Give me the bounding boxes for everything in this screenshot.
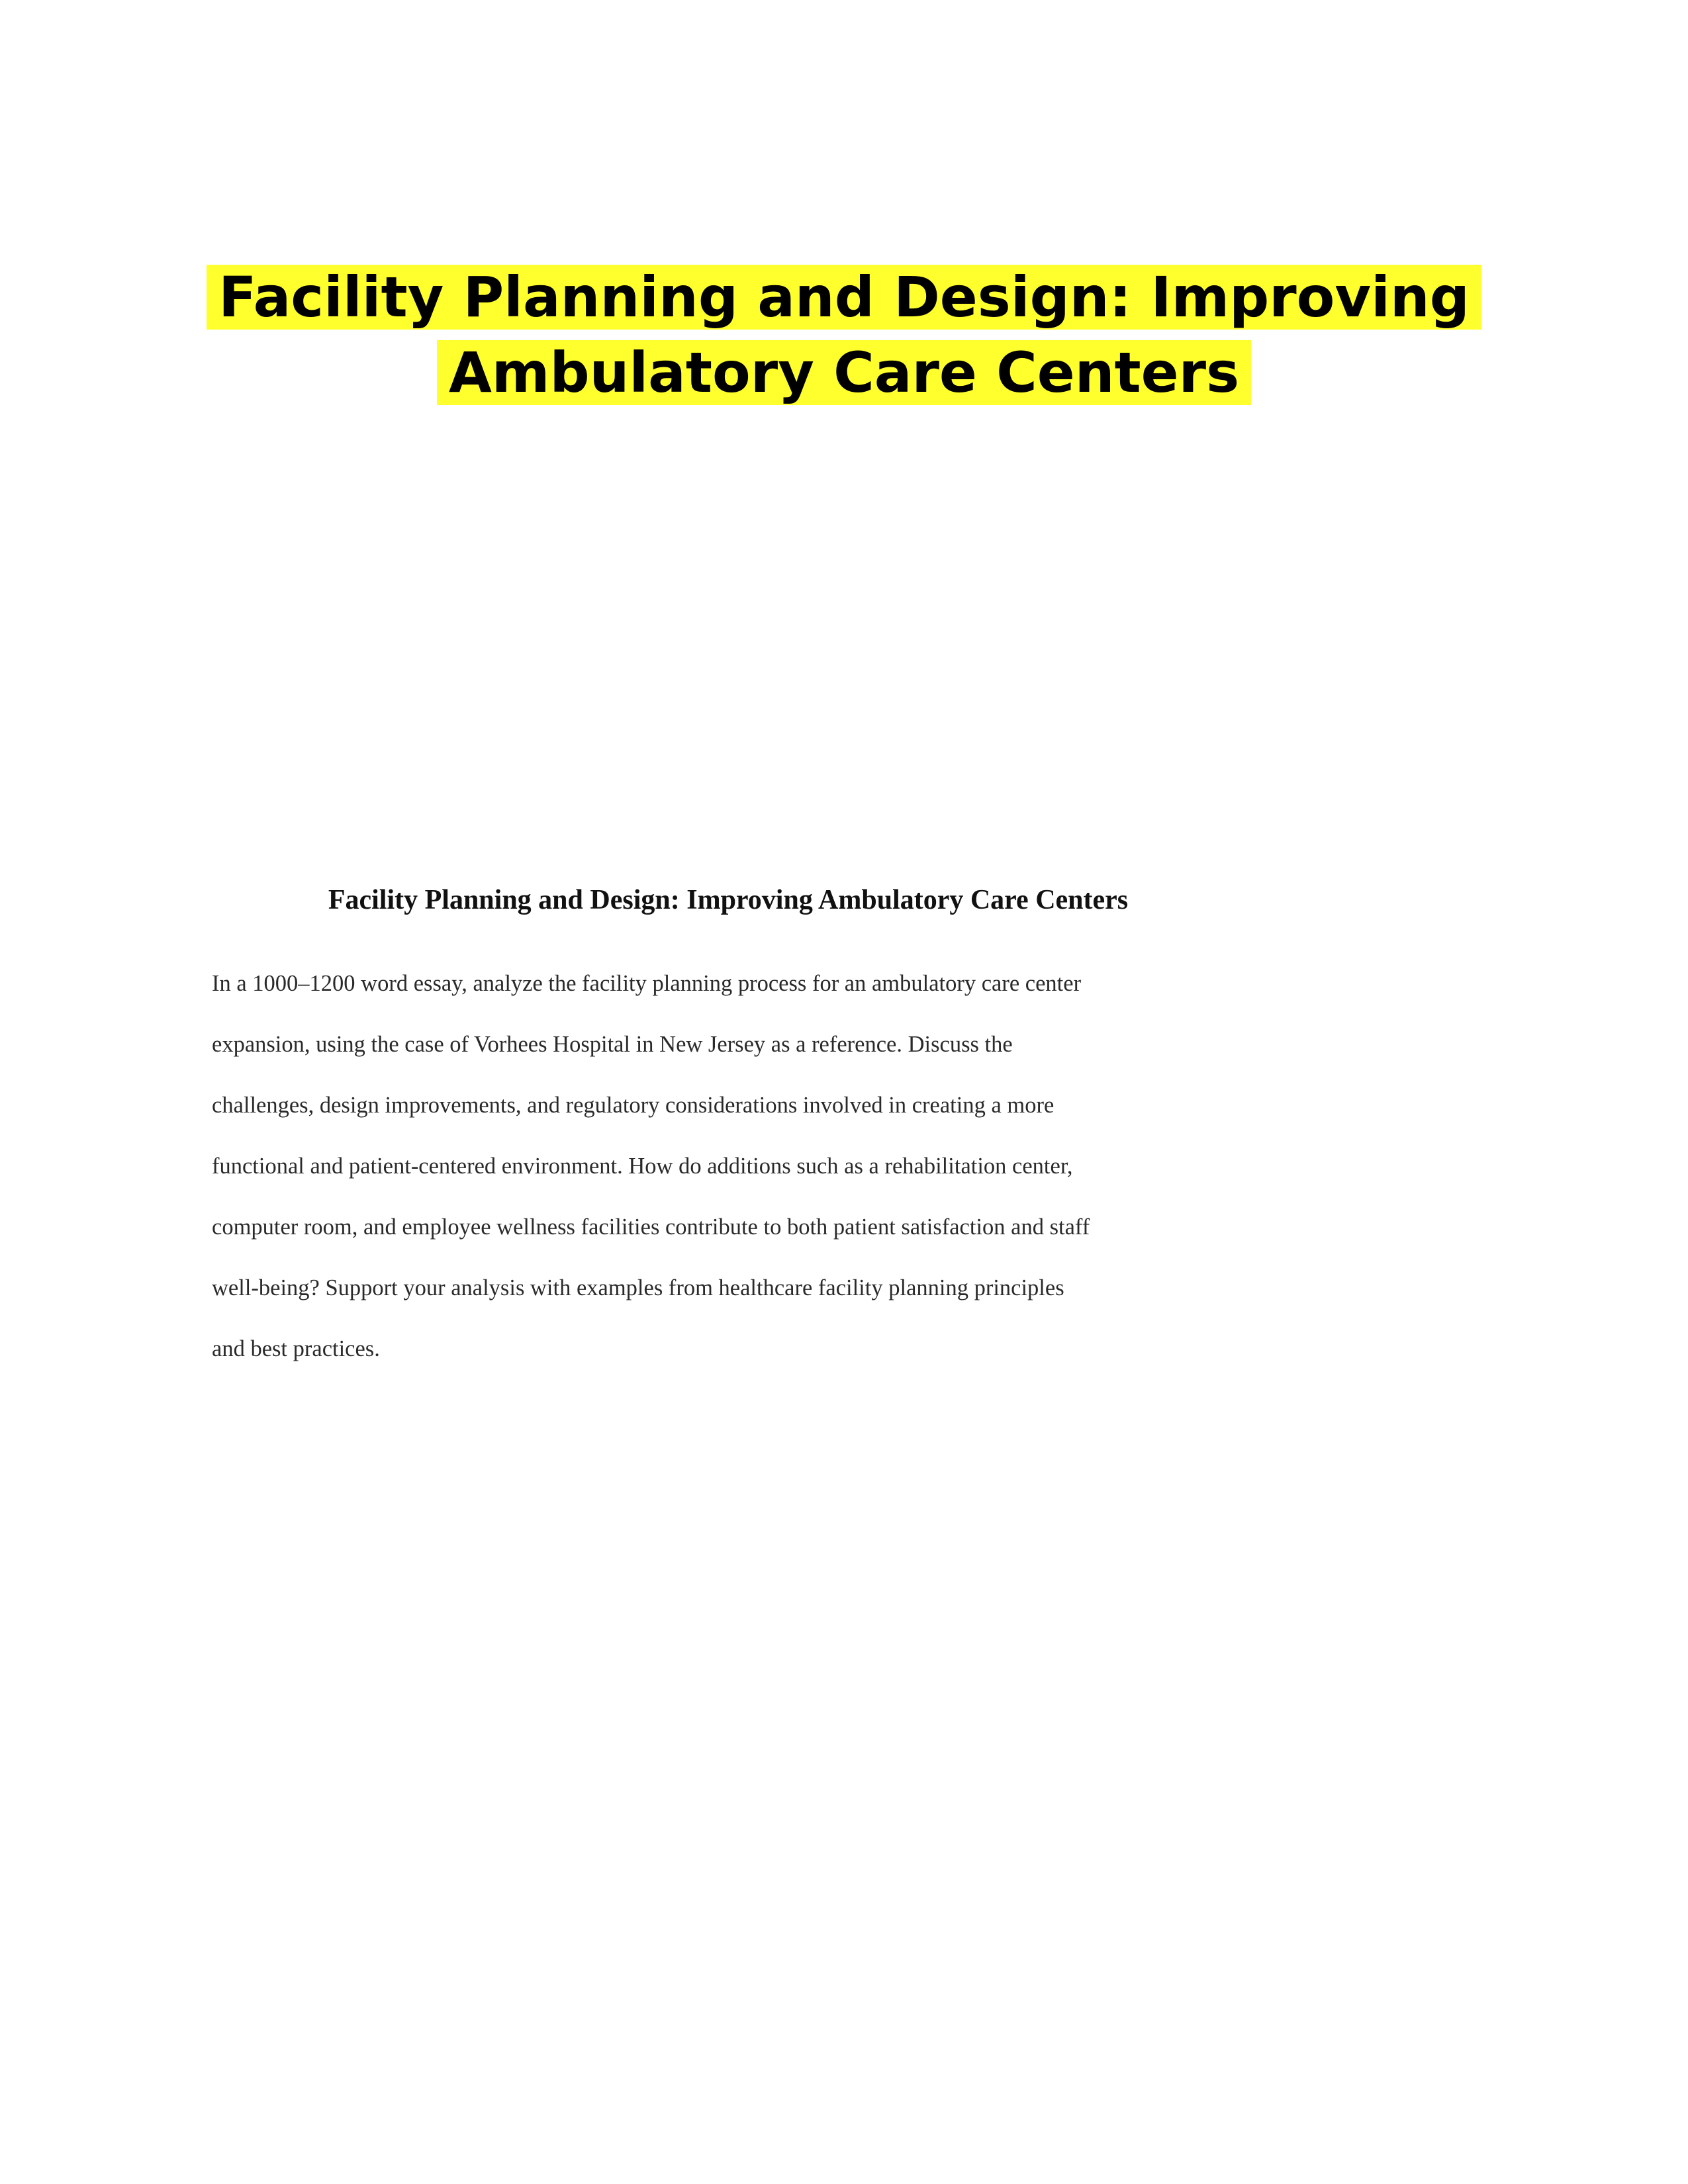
- cover-title-line-2: Ambulatory Care Centers: [437, 340, 1251, 405]
- body-line: In a 1000–1200 word essay, analyze the facility planning process for an ambulatory care center: [212, 971, 1082, 996]
- body-line: expansion, using the case of Vorhees Hospital in New Jersey as a reference. Discuss the: [212, 1032, 1013, 1057]
- body-line: challenges, design improvements, and regulatory considerations involved in creating a more: [212, 1093, 1055, 1118]
- body-line: and best practices.: [212, 1336, 380, 1361]
- cover-title: [0, 259, 1688, 410]
- cover-title-line-1: Facility Planning and Design: Improving: [207, 265, 1481, 330]
- body-line: well-being? Support your analysis with examples from healthcare facility planning principles: [212, 1275, 1064, 1300]
- embedded-document-body: [212, 953, 1244, 1379]
- embedded-document-heading: Facility Planning and Design: Improving Ambulatory Care Centers: [328, 885, 1129, 915]
- embedded-document-image: [212, 880, 1244, 1379]
- body-line: functional and patient-centered environment. How do additions such as a rehabilitation center,: [212, 1154, 1073, 1179]
- body-line: computer room, and employee wellness facilities contribute to both patient satisfaction and staff: [212, 1214, 1090, 1240]
